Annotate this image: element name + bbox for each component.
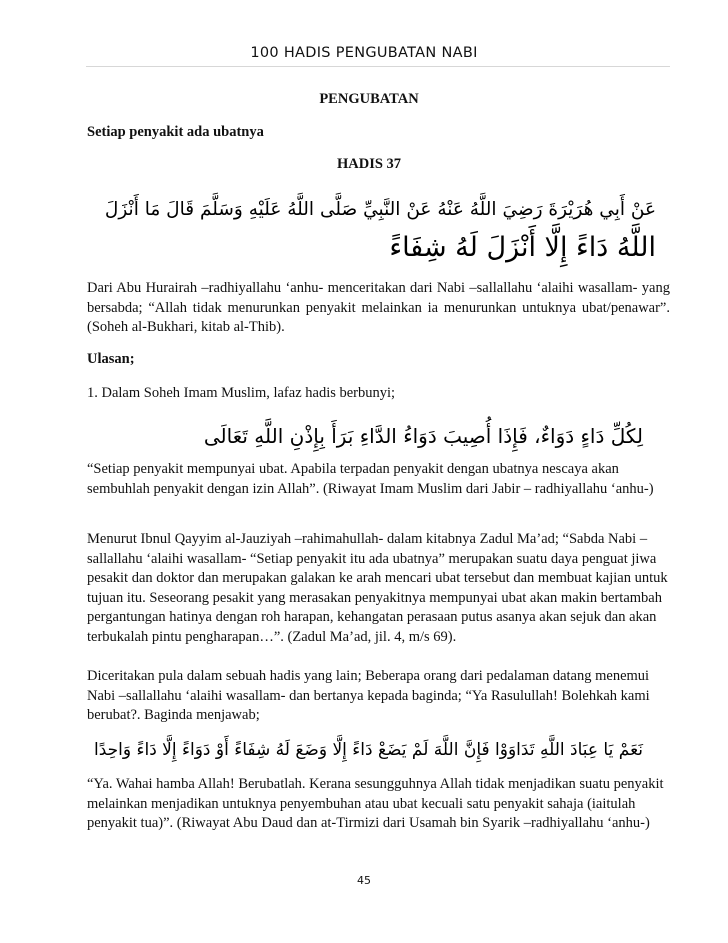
chapter-title-text: PENGUBATAN — [319, 91, 419, 107]
point-1-intro: 1. Dalam Soheh Imam Muslim, lafaz hadis berbunyi; — [87, 385, 396, 401]
hadith-translation: Dari Abu Hurairah –radhiyallahu ‘anhu- menceritakan dari Nabi –sallallahu ‘alaihi wasallam- yang bersabda; “Allah tidak menurunkan penyakit melainkan ia menurunkan untuknya ubat/penawar”. (Soheh al-Bukhari, kitab al-Thib). — [87, 280, 670, 335]
second-hadith-translation: “Ya. Wahai hamba Allah! Berubatlah. Kerana sesungguhnya Allah tidak menjadikan suatu penyakit melainkan menjadikan untuknya penyembuhan atau ubat kecuali satu penyakit sahaja (iaitulah penyakit tua)”. (Riwayat Abu Daud dan at-Tirmizi dari Usamah bin Syarik –radhiyallahu ‘anhu-) — [87, 776, 664, 831]
arabic-hadith-line-1: عَنْ أَبِي هُرَيْرَةَ رَضِيَ اللَّهُ عَنْهُ عَنْ النَّبِيِّ صَلَّى اللَّهُ عَلَيْهِ وَسَلَّمَ قَالَ مَا أَنْزَلَ — [104, 199, 656, 220]
second-hadith-intro: Diceritakan pula dalam sebuah hadis yang lain; Beberapa orang dari pedalaman datang menemui Nabi –sallallahu ‘alaihi wasallam- dan bertanya kepada baginda; “Ya Rasulullah! Bolehkah kami berubat?. Baginda menjawab; — [87, 668, 650, 723]
arabic-muslim-narration: لِكُلِّ دَاءٍ دَوَاءٌ، فَإِذَا أُصِيبَ دَوَاءُ الدَّاءِ بَرَأَ بِإِذْنِ اللَّهِ تَعَالَى — [203, 424, 643, 448]
arabic-hadith-line-2: اللَّهُ دَاءً إِلَّا أَنْزَلَ لَهُ شِفَاءً — [389, 232, 656, 263]
muslim-translation: “Setiap penyakit mempunyai ubat. Apabila terpadan penyakit dengan ubatnya nescaya akan sembuhlah penyakit dengan izin Allah”. (Riwayat Imam Muslim dari Jabir – radhiyallahu ‘anhu-) — [87, 461, 654, 497]
running-header: 100 HADIS PENGUBATAN NABI — [250, 45, 478, 61]
hadith-number-text: HADIS 37 — [336, 156, 402, 172]
section-subtitle: Setiap penyakit ada ubatnya — [87, 124, 264, 140]
arabic-second-hadith: نَعَمْ يَا عِبَادَ اللَّهِ تَدَاوَوْا فَإِنَّ اللَّهَ لَمْ يَضَعْ دَاءً إِلَّا وَضَعَ لَهُ شِفَاءً أَوْ دَوَاءً إِلَّا دَاءً وَاحِدًا — [94, 740, 643, 760]
page-number: 45 — [357, 874, 371, 887]
ulasan-heading: Ulasan; — [87, 351, 135, 367]
hadith-number — [0, 155, 728, 175]
header-divider — [86, 66, 670, 67]
chapter-title — [0, 90, 728, 110]
ibnul-qayyim-paragraph: Menurut Ibnul Qayyim al-Jauziyah –rahimahullah- dalam kitabnya Zadul Ma’ad; “Sabda Nabi –sallallahu ‘alaihi wasallam- “Setiap penyakit itu ada ubatnya” merupakan suatu daya penguat jiwa pesakit dan doktor dan merupakan galakan ke arah mencari ubat tersebut dan membuat kajian untuk tujuan itu. Seseorang pesakit yang merasakan penyakitnya mempunyai ubat akan makin bertambah pergantungan hatinya dengan roh harapan, kehangatan perasaan putus asanya akan sejuk dan akan terbukalah pintu pengharapan…”. (Zadul Ma’ad, jil. 4, m/s 69). — [87, 531, 668, 645]
